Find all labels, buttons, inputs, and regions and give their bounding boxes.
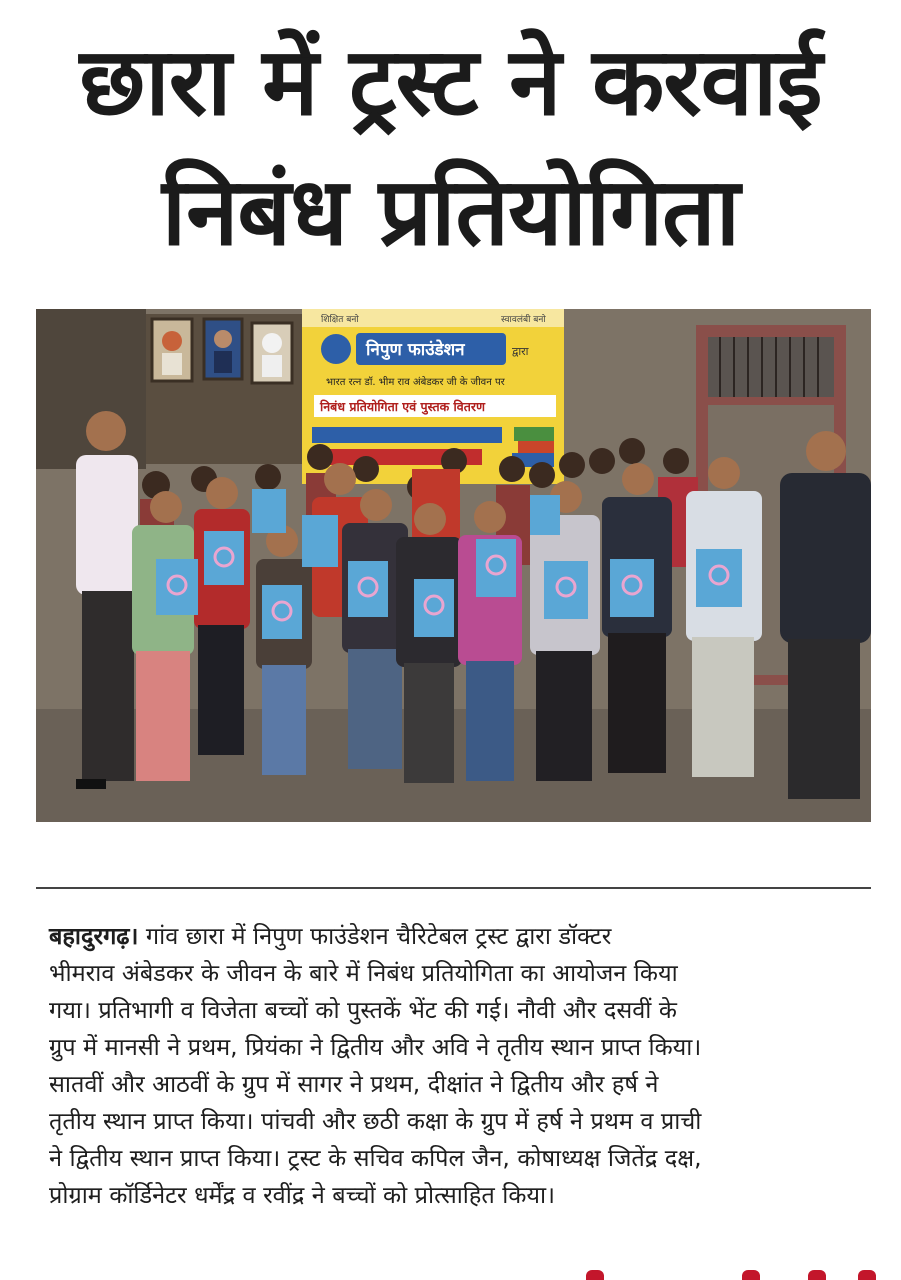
next-article-edge-mark — [808, 1270, 826, 1280]
headline-line-1: छारा में ट्रस्ट ने करवाई — [79, 28, 822, 137]
article-line-7: ने द्वितीय स्थान प्राप्त किया। ट्रस्ट के सचिव कपिल जैन, कोषाध्यक्ष जितेंद्र दक्ष, — [49, 1144, 702, 1172]
next-article-edge-mark — [858, 1270, 876, 1280]
article-place: बहादुरगढ़। — [49, 922, 139, 950]
article-line-5: सातवीं और आठवीं के ग्रुप में सागर ने प्रथम, दीक्षांत ने द्वितीय और हर्ष ने — [49, 1070, 659, 1098]
event-banner — [302, 309, 564, 484]
headline-line-2: निबंध प्रतियोगिता — [161, 158, 740, 267]
banner-right-tag: स्वावलंबी बनो — [501, 315, 546, 325]
banner-org: निपुण फाउंडेशन — [366, 340, 465, 360]
article-line-8: प्रोग्राम कॉर्डिनेटर धर्मेंद्र व रवींद्र ने बच्चों को प्रोत्साहित किया। — [49, 1181, 555, 1209]
article-body — [49, 918, 864, 1214]
photo-caption — [49, 842, 869, 876]
caption-divider — [36, 887, 871, 889]
group-photo-illustration — [36, 309, 871, 822]
banner-line-3: निबंध प्रतियोगिता एवं पुस्तक वितरण — [320, 399, 486, 414]
article-line-2: भीमराव अंबेडकर के जीवन के बारे में निबंध प्रतियोगिता का आयोजन किया — [49, 959, 678, 987]
article-line-1-text: गांव छारा में निपुण फाउंडेशन चैरिटेबल ट्रस्ट द्वारा डॉक्टर — [138, 922, 612, 950]
portrait-frames — [152, 319, 292, 383]
article-line-6: तृतीय स्थान प्राप्त किया। पांचवी और छठी कक्षा के ग्रुप में हर्ष ने प्रथम व प्राची — [49, 1107, 702, 1135]
news-photo — [36, 309, 871, 822]
banner-line-2: भारत रत्न डॉ. भीम राव अंबेडकर जी के जीवन पर — [326, 377, 505, 388]
banner-org-suffix: द्वारा — [512, 345, 529, 358]
article-line-3: गया। प्रतिभागी व विजेता बच्चों को पुस्तकें भेंट की गई। नौवी और दसवीं के — [49, 996, 677, 1024]
article-line-4: ग्रुप में मानसी ने प्रथम, प्रियंका ने द्वितीय और अवि ने तृतीय स्थान प्राप्त किया। — [49, 1033, 702, 1061]
next-article-edge-mark — [742, 1270, 760, 1280]
article-line-1 — [49, 918, 864, 955]
next-article-edge-mark — [586, 1270, 604, 1280]
banner-left-tag: शिक्षित बनो — [321, 315, 359, 325]
